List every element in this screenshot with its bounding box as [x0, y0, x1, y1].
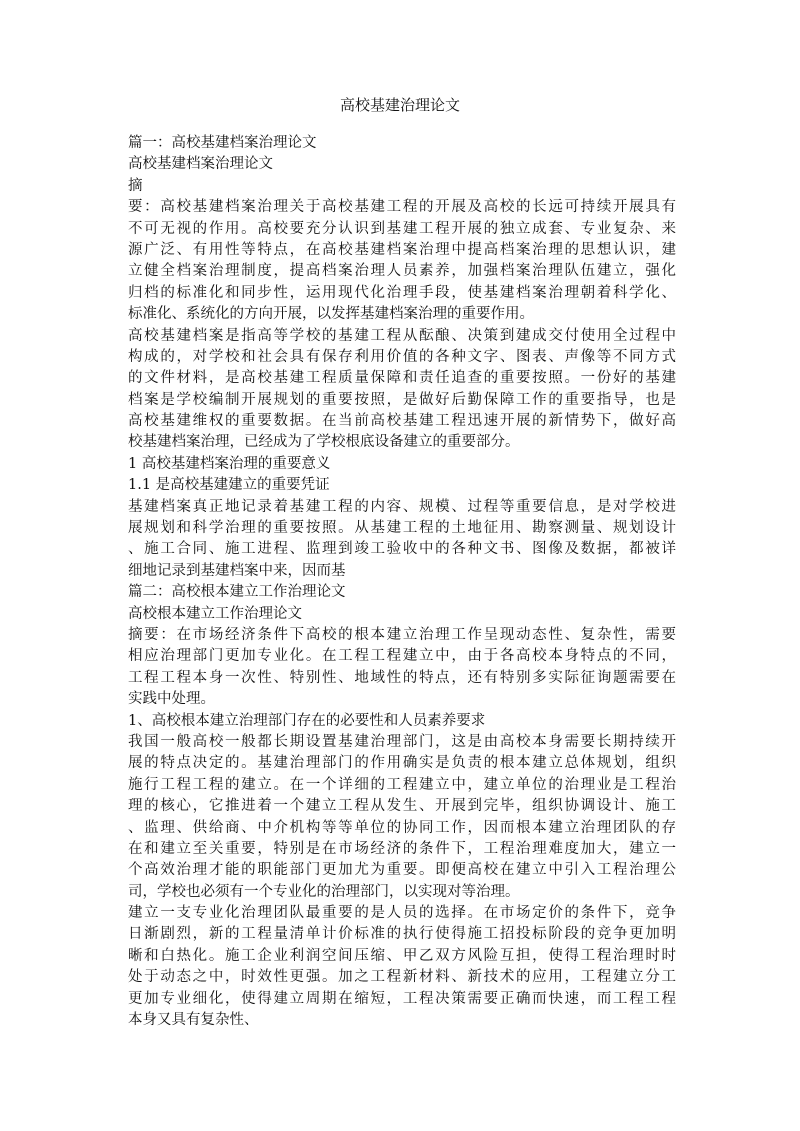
text-line: 工程工程本身一次性、特别性、地域性的特点，还有特别多实际征询题需要在 — [128, 669, 676, 686]
text-line: 基建档案真正地记录着基建工程的内容、规模、过程等重要信息，是对学校进 — [128, 498, 676, 515]
text-line: 日渐剧烈，新的工程量清单计价标准的执行使得施工招投标阶段的竞争更加明 — [128, 926, 676, 943]
text-line: 细地记录到基建档案中来，因而基 — [128, 562, 346, 579]
document-title: 高校基建治理论文 — [339, 96, 460, 114]
text-line: 我国一般高校一般都长期设置基建治理部门，这是由高校本身需要长期持续开 — [128, 733, 676, 750]
text-line: 1 高校基建档案治理的重要意义 — [128, 455, 331, 472]
document-body — [128, 133, 676, 1031]
text-line: 篇二：高校根本建立工作治理论文 — [128, 584, 346, 601]
text-line: 个高效治理才能的职能部门更加尤为重要。即便高校在建立中引入工程治理公 — [128, 862, 676, 879]
text-line: 不可无视的作用。高校要充分认识到基建工程开展的独立成套、专业复杂、来 — [128, 220, 676, 237]
text-line: 在和建立至关重要，特别是在市场经济的条件下，工程治理难度加大，建立一 — [128, 840, 676, 857]
text-line: 司，学校也必须有一个专业化的治理部门，以实现对等治理。 — [128, 883, 520, 900]
text-line: 高校基建档案是指高等学校的基建工程从酝酿、决策到建成交付使用全过程中 — [128, 327, 676, 344]
text-line: 归档的标准化和同步性，运用现代化治理手段，使基建档案治理朝着科学化、 — [128, 284, 676, 301]
text-line: 构成的，对学校和社会具有保存利用价值的各种文字、图表、声像等不同方式 — [128, 348, 676, 365]
text-line: 高校根本建立工作治理论文 — [128, 605, 302, 622]
text-line: 晰和白热化。施工企业利润空间压缩、甲乙双方风险互担，使得工程治理时时 — [128, 947, 676, 964]
text-line: 建立一支专业化治理团队最重要的是人员的选择。在市场定价的条件下，竞争 — [128, 905, 676, 922]
text-line: 校基建档案治理，已经成为了学校根底设备建立的重要部分。 — [128, 434, 520, 451]
text-line: 施行工程工程的建立。在一个详细的工程建立中，建立单位的治理业是工程治 — [128, 776, 676, 793]
text-line: 1、高校根本建立治理部门存在的必要性和人员素养要求 — [128, 712, 486, 729]
text-line: 要：高校基建档案治理关于高校基建工程的开展及高校的长远可持续开展具有 — [128, 199, 676, 216]
text-line: 、监理、供给商、中介机构等等单位的协同工作，因而根本建立治理团队的存 — [128, 819, 676, 836]
text-line: 展规划和科学治理的重要按照。从基建工程的土地征用、勘察测量、规划设计 — [128, 520, 676, 537]
text-line: 1.1 是高校基建建立的重要凭证 — [128, 477, 330, 494]
text-line: 的文件材料，是高校基建工程质量保障和责任追查的重要按照。一份好的基建 — [128, 370, 676, 387]
text-line: 展的特点决定的。基建治理部门的作用确实是负责的根本建立总体规划，组织 — [128, 755, 676, 772]
text-line: 理的核心，它推进着一个建立工程从发生、开展到完毕，组织协调设计、施工 — [128, 798, 676, 815]
text-line: 高校基建维权的重要数据。在当前高校基建工程迅速开展的新情势下，做好高 — [128, 413, 676, 430]
text-line: 档案是学校编制开展规划的重要按照，是做好后勤保障工作的重要指导，也是 — [128, 391, 676, 408]
text-line: 相应治理部门更加专业化。在工程工程建立中，由于各高校本身特点的不同， — [128, 648, 676, 665]
text-line: 、施工合同、施工进程、监理到竣工验收中的各种文书、图像及数据，都被详 — [128, 541, 676, 558]
text-line: 实践中处理。 — [128, 691, 215, 708]
text-line: 处于动态之中，时效性更强。加之工程新材料、新技术的应用，工程建立分工 — [128, 969, 676, 986]
text-line: 更加专业细化，使得建立周期在缩短，工程决策需要正确而快速，而工程工程 — [128, 990, 676, 1007]
text-line: 标准化、系统化的方向开展，以发挥基建档案治理的重要作用。 — [128, 306, 534, 323]
text-line: 摘 — [128, 177, 143, 194]
text-line: 高校基建档案治理论文 — [128, 156, 273, 173]
text-line: 篇一：高校基建档案治理论文 — [128, 135, 317, 151]
text-line: 摘要：在市场经济条件下高校的根本建立治理工作呈现动态性、复杂性，需要 — [128, 626, 676, 643]
text-line: 本身又具有复杂性、 — [128, 1012, 259, 1029]
text-line: 源广泛、有用性等特点，在高校基建档案治理中提高档案治理的思想认识，建 — [128, 241, 676, 258]
text-line: 立健全档案治理制度，提高档案治理人员素养，加强档案治理队伍建立，强化 — [128, 263, 676, 280]
